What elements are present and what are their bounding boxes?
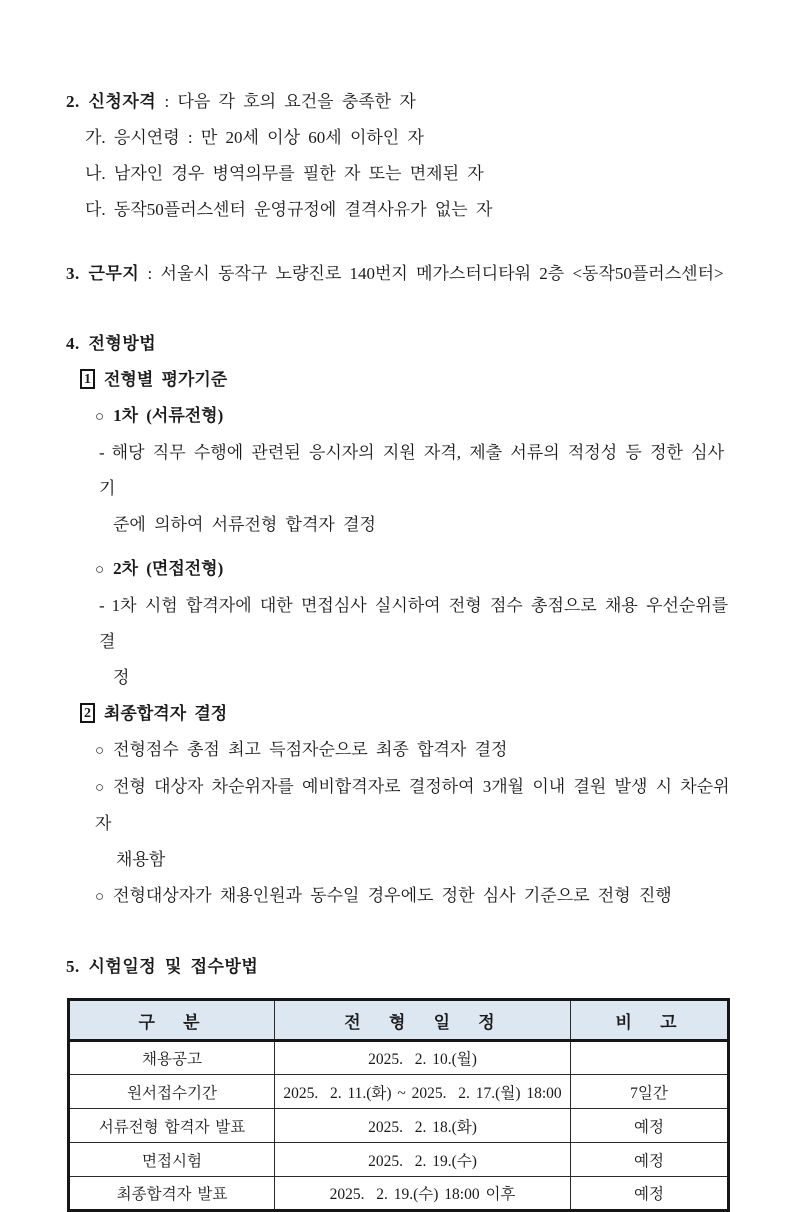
round2-desc-text: 1차 시험 합격자에 대한 면접심사 실시하여 전형 점수 총점으로 채용 우선순위를 결 xyxy=(99,596,729,651)
cell-note: 예정 xyxy=(571,1109,729,1143)
cell-category: 원서접수기간 xyxy=(69,1075,275,1109)
part2-bullet-2-cont: 채용함 xyxy=(116,850,166,869)
circle-bullet-icon: ○ xyxy=(95,780,105,796)
boxed-number-1-icon: 1 xyxy=(80,369,95,389)
cell-schedule: 2025. 2. 19.(수) xyxy=(275,1143,571,1177)
column-header-category: 구 분 xyxy=(69,1000,275,1041)
round1-desc-line1 xyxy=(66,435,737,507)
section2-item-da: 다. 동작50플러스센터 운영규정에 결격사유가 없는 자 xyxy=(85,200,493,219)
schedule-table xyxy=(67,998,730,1212)
cell-category: 채용공고 xyxy=(69,1041,275,1075)
section2-separator: : xyxy=(156,92,178,111)
part1-title: 전형별 평가기준 xyxy=(104,370,228,389)
section3-separator: : xyxy=(139,264,161,283)
cell-note xyxy=(571,1041,729,1075)
part2-bullet-2 xyxy=(66,769,737,842)
cell-category: 서류전형 합격자 발표 xyxy=(69,1109,275,1143)
section4-label: 4. 전형방법 xyxy=(66,334,157,353)
column-header-schedule: 전 형 일 정 xyxy=(275,1000,571,1041)
section2-item-na: 나. 남자인 경우 병역의무를 필한 자 또는 면제된 자 xyxy=(85,164,484,183)
section4-part2-heading xyxy=(66,696,737,732)
part2-bullet-1 xyxy=(66,732,737,769)
section3-heading xyxy=(66,256,737,292)
table-row xyxy=(69,1041,729,1075)
boxed-number-2-icon: 2 xyxy=(80,703,95,723)
section5-heading xyxy=(66,949,737,985)
section2-heading xyxy=(66,84,737,120)
cell-schedule: 2025. 2. 19.(수) 18:00 이후 xyxy=(275,1177,571,1211)
dash-bullet-icon: - xyxy=(99,443,105,462)
table-row xyxy=(69,1143,729,1177)
section2-intro: 다음 각 호의 요건을 충족한 자 xyxy=(177,92,416,111)
round1-title: 1차 (서류전형) xyxy=(113,406,224,425)
round2-title: 2차 (면접전형) xyxy=(113,559,224,578)
round1-heading xyxy=(66,398,737,435)
column-header-note: 비 고 xyxy=(571,1000,729,1041)
section3-text: 서울시 동작구 노량진로 140번지 메가스터디타워 2층 <동작50플러스센터> xyxy=(160,264,724,283)
section4-part1-heading xyxy=(66,362,737,398)
dash-bullet-icon: - xyxy=(99,596,105,615)
table-row xyxy=(69,1177,729,1211)
part2-bullet-3 xyxy=(66,878,737,915)
round2-desc-line1 xyxy=(66,588,737,660)
part2-bullet-1-text: 전형점수 총점 최고 득점자순으로 최종 합격자 결정 xyxy=(113,740,508,759)
cell-note: 예정 xyxy=(571,1143,729,1177)
cell-note: 7일간 xyxy=(571,1075,729,1109)
circle-bullet-icon: ○ xyxy=(95,562,105,578)
circle-bullet-icon: ○ xyxy=(95,409,105,425)
table-row xyxy=(69,1109,729,1143)
cell-schedule: 2025. 2. 10.(월) xyxy=(275,1041,571,1075)
table-header-row xyxy=(69,1000,729,1041)
section2-item-ga: 가. 응시연령 : 만 20세 이상 60세 이하인 자 xyxy=(85,128,424,147)
table-row xyxy=(69,1075,729,1109)
circle-bullet-icon: ○ xyxy=(95,889,105,905)
round1-desc-text: 해당 직무 수행에 관련된 응시자의 지원 자격, 제출 서류의 적정성 등 정한 심사기 xyxy=(99,443,725,498)
cell-note: 예정 xyxy=(571,1177,729,1211)
round1-desc-line2: 준에 의하여 서류전형 합격자 결정 xyxy=(113,515,376,534)
cell-category: 최종합격자 발표 xyxy=(69,1177,275,1211)
section3-label: 3. 근무지 xyxy=(66,264,140,283)
part2-title: 최종합격자 결정 xyxy=(104,704,228,723)
cell-schedule: 2025. 2. 11.(화) ~ 2025. 2. 17.(월) 18:00 xyxy=(275,1075,571,1109)
circle-bullet-icon: ○ xyxy=(95,743,105,759)
part2-bullet-3-text: 전형대상자가 채용인원과 동수일 경우에도 정한 심사 기준으로 전형 진행 xyxy=(113,886,672,905)
round2-heading xyxy=(66,551,737,588)
round2-desc-line2: 정 xyxy=(113,668,130,687)
section5-label: 5. 시험일정 및 접수방법 xyxy=(66,957,259,976)
section4-heading xyxy=(66,326,737,362)
section2-label: 2. 신청자격 xyxy=(66,92,157,111)
cell-category: 면접시험 xyxy=(69,1143,275,1177)
cell-schedule: 2025. 2. 18.(화) xyxy=(275,1109,571,1143)
part2-bullet-2-text: 전형 대상자 차순위자를 예비합격자로 결정하여 3개월 이내 결원 발생 시 차순위자 xyxy=(95,777,730,833)
